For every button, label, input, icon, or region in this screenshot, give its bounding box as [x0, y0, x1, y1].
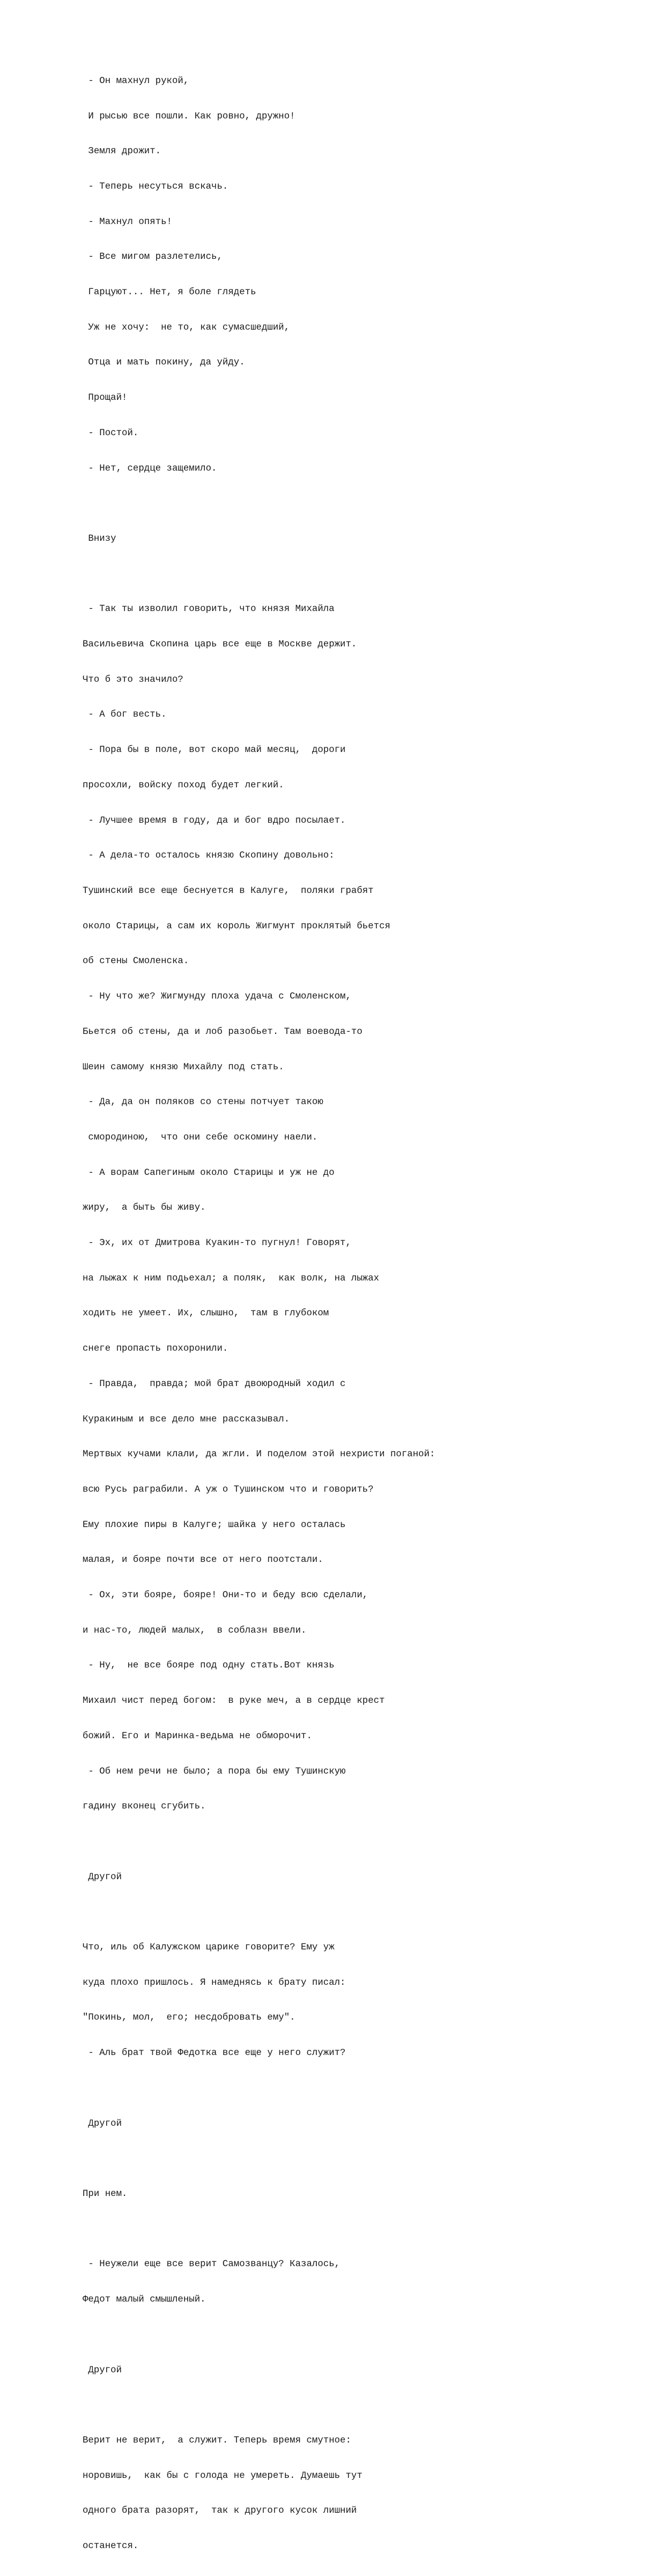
text-line: И рысью все пошли. Как ровно, дружно! — [83, 111, 295, 122]
text-line: - Эх, их от Дмитрова Куакин-то пугнул! Говорят, — [83, 1238, 351, 1249]
text-line: жиру, а быть бы живу. — [83, 1203, 206, 1213]
text-line: Тушинский все еще беснуется в Калуге, поляки грабят — [83, 885, 374, 896]
text-line: Васильевича Скопина царь все еще в Москве держит. — [83, 639, 357, 650]
text-line: Земля дрожит. — [83, 146, 161, 157]
document-text — [83, 52, 435, 2576]
text-line: - Лучшее время в году, да и бог вдро посылает. — [83, 815, 346, 826]
text-line: Гарцуют... Нет, я боле глядеть — [83, 287, 256, 298]
text-line: смородиною, что они себе оскомину наели. — [83, 1132, 318, 1143]
text-line: просохли, войску поход будет легкий. — [83, 780, 284, 791]
text-line: и нас-то, людей малых, в соблазн ввели. — [83, 1625, 307, 1636]
text-line: Отца и мать покину, да уйду. — [83, 358, 245, 368]
text-line: Верит не верит, а служит. Теперь время смутное: — [83, 2435, 351, 2446]
speaker-label: Другой — [83, 2365, 122, 2376]
text-line: При нем. — [83, 2189, 128, 2199]
text-line: - Теперь несуться вскачь. — [83, 181, 228, 192]
speaker-label: Другой — [83, 1872, 122, 1882]
text-line: снеге пропасть похоронили. — [83, 1344, 228, 1354]
blank-line — [83, 2153, 435, 2165]
text-line: Что, иль об Калужском царике говорите? Ему уж — [83, 1942, 335, 1953]
text-line: - Махнул опять! — [83, 217, 172, 227]
text-line: всю Русь раграбили. А уж о Тушинском что и говорить? — [83, 1484, 374, 1495]
text-line: одного брата разорят, так к другого кусок лишний — [83, 2506, 357, 2517]
text-line: - Ну, не все бояре под одну стать.Вот князь — [83, 1661, 335, 1671]
blank-line — [83, 498, 435, 510]
text-line: Мертвых кучами клали, да жгли. И поделом этой нехристи поганой: — [83, 1449, 435, 1460]
text-line: малая, и бояре почти все от него поотстали. — [83, 1555, 323, 1566]
text-line: - Неужели еще все верит Самозванцу? Казалось, — [83, 2259, 341, 2270]
text-line: гадину вконец сгубить. — [83, 1801, 206, 1812]
blank-line — [83, 2400, 435, 2411]
text-line: Что б это значило? — [83, 674, 183, 685]
text-line: - Все мигом разлетелись, — [83, 252, 223, 263]
text-line: - Да, да он поляков со стены потчует такою — [83, 1097, 323, 1108]
text-line: - Он махнул рукой, — [83, 76, 189, 86]
text-line: - А ворам Сапегиным около Старицы и уж не до — [83, 1167, 335, 1178]
text-line: Прощай! — [83, 393, 128, 404]
text-line: куда плохо пришлось. Я намеднясь к брату писал: — [83, 1977, 346, 1988]
text-line: останется. — [83, 2541, 139, 2552]
section-heading: Внизу — [83, 533, 116, 544]
speaker-label: Другой — [83, 2118, 122, 2129]
text-line: около Старицы, а сам их король Жигмунт проклятый бьется — [83, 921, 390, 932]
text-line: норовишь, как бы с голода не умереть. Думаешь тут — [83, 2470, 362, 2481]
text-line: Уж не хочу: не то, как сумасшедший, — [83, 322, 290, 333]
text-line: божий. Его и Маринка-ведьма не обморочит. — [83, 1731, 312, 1741]
text-line: Шеин самому князю Михайлу под стать. — [83, 1062, 284, 1073]
text-line: - А бог весть. — [83, 710, 167, 720]
blank-line — [83, 1836, 435, 1848]
text-line: Михаил чист перед богом: в руке меч, а в сердце крест — [83, 1696, 385, 1707]
text-line: Бьется об стены, да и лоб разобьет. Там воевода-то — [83, 1026, 362, 1037]
text-line: - Нет, сердце защемило. — [83, 463, 217, 474]
text-line: - Правда, правда; мой брат двоюродный ходил с — [83, 1379, 346, 1389]
text-line: - Постой. — [83, 428, 139, 438]
blank-line — [83, 569, 435, 580]
text-line: об стены Смоленска. — [83, 956, 189, 967]
text-line: ходить не умеет. Их, слышно, там в глубоком — [83, 1308, 329, 1319]
text-line: - Аль брат твой Федотка все еще у него служит? — [83, 2048, 346, 2059]
text-line: "Покинь, мол, его; несдобровать ему". — [83, 2013, 295, 2023]
text-line: Ему плохие пиры в Калуге; шайка у него осталась — [83, 1520, 346, 1530]
text-line: на лыжах к ним подьехал; а поляк, как волк, на лыжах — [83, 1273, 380, 1284]
text-line: - Ох, эти бояре, бояре! Они-то и беду всю сделали, — [83, 1590, 368, 1601]
text-line: - Об нем речи не было; а пора бы ему Тушинскую — [83, 1766, 346, 1777]
text-line: - Пора бы в поле, вот скоро май месяц, дороги — [83, 745, 346, 756]
text-line: Федот малый смышленый. — [83, 2295, 206, 2305]
text-line: - Ну что же? Жигмунду плоха удача с Смоленском, — [83, 992, 351, 1002]
blank-line — [83, 2329, 435, 2341]
text-line: - А дела-то осталось князю Скопину довольно: — [83, 851, 335, 861]
blank-line — [83, 1907, 435, 1918]
blank-line — [83, 2083, 435, 2095]
text-line: Куракиным и все дело мне рассказывал. — [83, 1414, 290, 1425]
blank-line — [83, 2224, 435, 2236]
text-line: - Так ты изволил говорить, что князя Михайла — [83, 604, 335, 615]
